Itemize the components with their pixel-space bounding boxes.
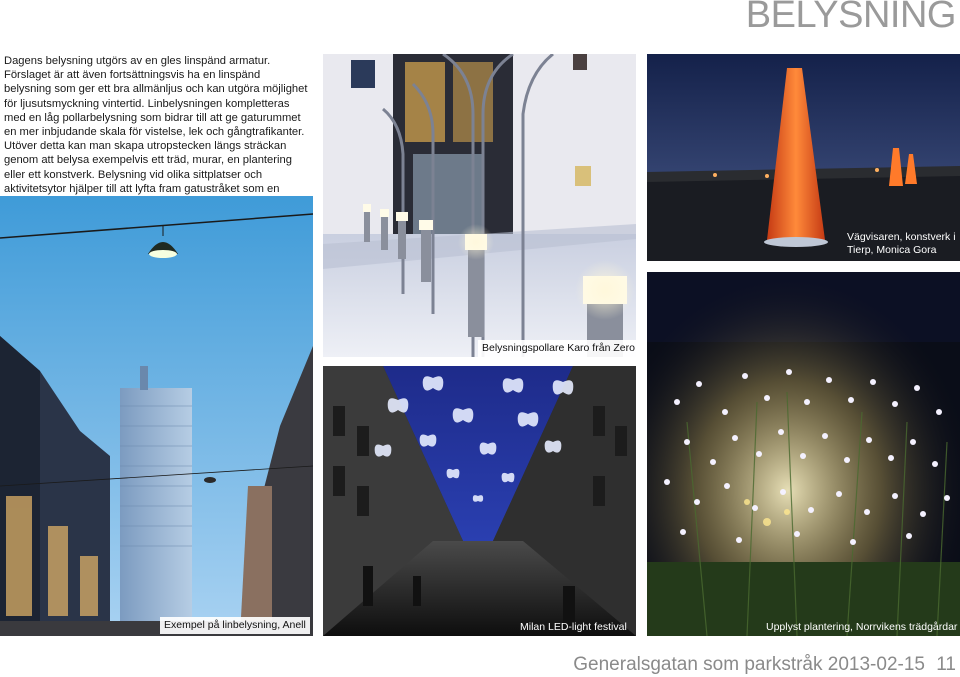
page-title: BELYSNING bbox=[745, 0, 956, 36]
footer-project: Generalsgatan som parkstråk bbox=[573, 654, 823, 675]
photo-milan bbox=[323, 366, 636, 636]
footer-date: 2013-02-15 bbox=[827, 654, 925, 675]
photo-garden bbox=[647, 272, 960, 636]
photo-street bbox=[0, 196, 313, 636]
photo-bollards bbox=[323, 54, 636, 357]
caption-vagvisaren: Vägvisaren, konstverk i Tierp, Monica Gora bbox=[847, 231, 956, 256]
photo-vagvisaren bbox=[647, 54, 960, 261]
intro-paragraph: Dagens belysning utgörs av en gles linspänd armatur. Förslaget är att även fortsättningsvis ha en linspänd belysning som ger ett bra allmänljus och kan utgöra möjlighet för ljusutsmyckning vintertid. Linbelysningen kompletteras med en låg pollarbelysning som bidrar till att ge gaturummet en mer inbjudande skala för vistelse, lek och gångtrafikanter. Utöver detta kan man skapa utropstecken längs sträckan genom att belysa exempelvis ett träd, murar, en plantering eller ett konstverk. Belysning vid olika sittplatser och aktivitetsytor hjälper till att lyfta fram gatustråket som en bbox=[4, 55, 308, 195]
caption-street: Exempel på linbelysning, Anell bbox=[160, 617, 310, 634]
caption-milan: Milan LED-light festival bbox=[520, 621, 627, 633]
page-footer bbox=[573, 654, 956, 676]
caption-garden: Upplyst plantering, Norrvikens trädgårdar bbox=[766, 621, 958, 633]
footer-page-number: 11 bbox=[936, 654, 956, 675]
caption-bollards: Belysningspollare Karo från Zero bbox=[478, 340, 636, 357]
